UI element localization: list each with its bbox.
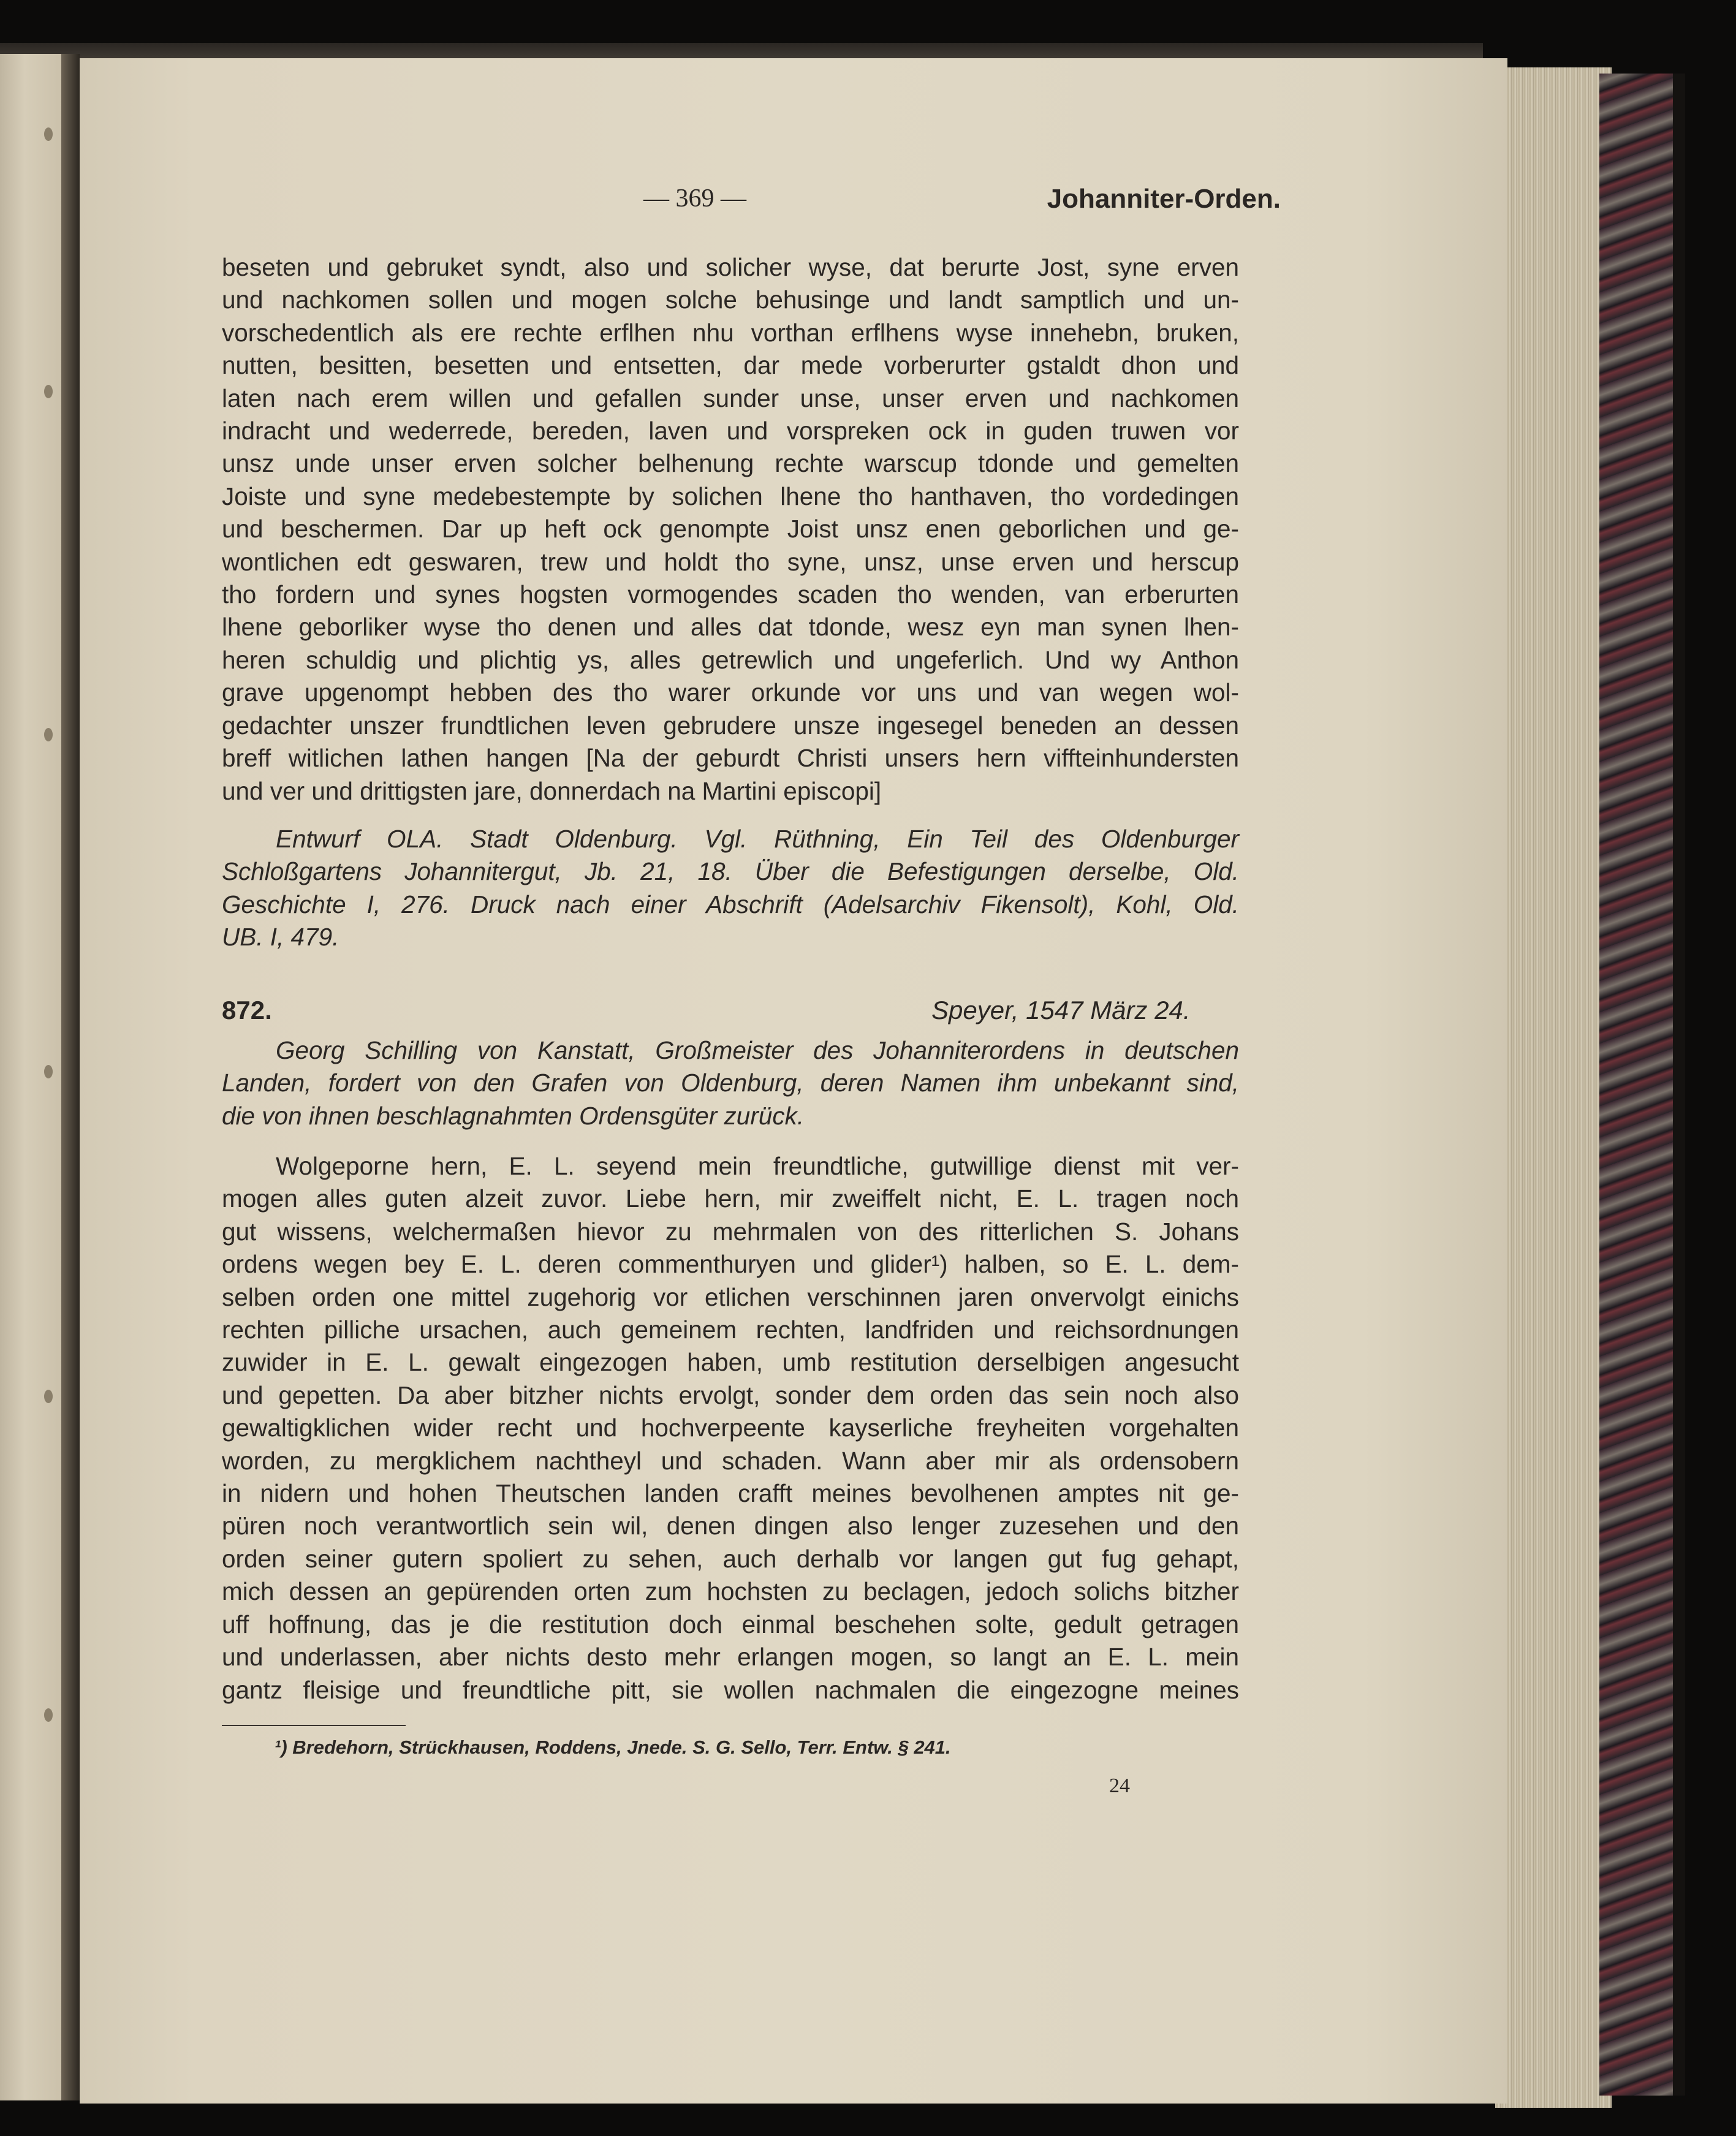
text-line: gedachter unszer frundtlichen leven gebrudere unsze ingesegel beneden an dessen bbox=[222, 711, 1239, 740]
binding-thread bbox=[44, 385, 53, 398]
summary-line: Landen, fordert von den Grafen von Oldenburg, deren Namen ihm unbekannt sind, bbox=[222, 1069, 1239, 1097]
text-line: beseten und gebruket syndt, also und solicher wyse, dat berurte Jost, syne erven bbox=[222, 253, 1239, 281]
left-page-sliver bbox=[0, 54, 61, 2100]
text-line: wontlichen edt geswaren, trew und holdt tho syne, unsz, unse erven und herscup bbox=[222, 547, 1239, 576]
text-line: tho fordern und synes hogsten vormogendes scaden tho wenden, van erberurten bbox=[222, 580, 1239, 609]
text-line: mogen alles guten alzeit zuvor. Liebe hern, mir zweiffelt nicht, E. L. tragen noch bbox=[222, 1184, 1239, 1213]
source-line: Schloßgartens Johannitergut, Jb. 21, 18. Über die Befestigungen derselbe, Old. bbox=[222, 857, 1239, 886]
text-line: Wolgeporne hern, E. L. seyend mein freundtliche, gutwillige dienst mit ver- bbox=[276, 1152, 1239, 1180]
document-number: 872. bbox=[222, 996, 272, 1024]
text-line: lhene geborliker wyse tho denen und alles dat tdonde, wesz eyn man synen lhen- bbox=[222, 613, 1239, 642]
source-line: UB. I, 479. bbox=[222, 923, 339, 952]
binding-thread bbox=[44, 127, 53, 141]
marbled-cover bbox=[1599, 74, 1685, 2096]
text-line: und nachkomen sollen und mogen solche behusinge und landt samptlich und un- bbox=[222, 286, 1239, 314]
binding-thread bbox=[44, 1065, 53, 1078]
footnote: ¹) Bredehorn, Strückhausen, Roddens, Jnede. S. G. Sello, Terr. Entw. § 241. bbox=[275, 1736, 951, 1758]
page-header bbox=[643, 184, 1281, 233]
text-line: püren noch verantwortlich sein wil, denen dingen also lenger zuzesehen und den bbox=[222, 1512, 1239, 1540]
binding-thread bbox=[44, 1708, 53, 1722]
text-line: orden seiner gutern spoliert zu sehen, auch derhalb vor langen gut fug gehapt, bbox=[222, 1544, 1239, 1573]
text-line: zuwider in E. L. gewalt eingezogen haben, umb restitution derselbigen angesucht bbox=[222, 1348, 1239, 1377]
text-line: heren schuldig und plichtig ys, alles getrewlich und ungeferlich. Und wy Anthon bbox=[222, 645, 1239, 674]
text-line: uff hoffnung, das je die restitution doch einmal beschehen solte, gedult getragen bbox=[222, 1610, 1239, 1638]
gutter-shadow bbox=[61, 54, 80, 2100]
text-line: breff witlichen lathen hangen [Na der geburdt Christi unsers hern viffteinhundersten bbox=[222, 744, 1239, 773]
footnote-rule bbox=[222, 1725, 406, 1726]
signature-mark: 24 bbox=[1109, 1774, 1130, 1797]
text-line: in nidern und hohen Theutschen landen crafft meines bevolhenen amptes nit ge- bbox=[222, 1479, 1239, 1508]
text-line: laten nach erem willen und gefallen sunder unse, unser erven und nachkomen bbox=[222, 384, 1239, 412]
text-line: gewaltigklichen wider recht und hochverpeente kayserliche freyheiten vorgehalten bbox=[222, 1414, 1239, 1442]
document-summary bbox=[222, 1034, 1239, 1132]
text-line: ordens wegen bey E. L. deren commenthuryen und glider¹) halben, so E. L. dem- bbox=[222, 1250, 1239, 1279]
text-line: rechten pilliche ursachen, auch gemeinem rechten, landfriden und reichsordnungen bbox=[222, 1316, 1239, 1344]
text-line: indracht und wederrede, bereden, laven und vorspreken ock in guden truwen vor bbox=[222, 417, 1239, 445]
text-line: nutten, besitten, besetten und entsetten, dar mede vorberurter gstaldt dhon und bbox=[222, 351, 1239, 380]
summary-line: die von ihnen beschlagnahmten Ordensgüter zurück. bbox=[222, 1101, 805, 1130]
text-line: und ver und drittigsten jare, donnerdach na Martini episcopi] bbox=[222, 776, 882, 805]
binding-thread bbox=[44, 1390, 53, 1403]
text-line: worden, zu mergklichem nachtheyl und schaden. Wann aber mir als ordensobern bbox=[222, 1446, 1239, 1475]
text-line: Joiste und syne medebestempte by solichen lhene tho hanthaven, tho vordedingen bbox=[222, 482, 1239, 510]
text-line: und gepetten. Da aber bitzher nichts ervolgt, sonder dem orden das sein noch also bbox=[222, 1380, 1239, 1409]
text-line: vorschedentlich als ere rechte erflhen nhu vorthan erflhens wyse innehebn, bruken, bbox=[222, 318, 1239, 347]
binding-thread bbox=[44, 728, 53, 741]
page-stack-edges bbox=[1495, 67, 1612, 2108]
running-head: Johanniter-Orden. bbox=[1047, 184, 1281, 214]
text-line: grave upgenompt hebben des tho warer orkunde vor uns und van wegen wol- bbox=[222, 678, 1239, 707]
document-text bbox=[222, 1150, 1239, 1706]
page-number: — 369 — bbox=[643, 184, 746, 213]
document-place-date: Speyer, 1547 März 24. bbox=[931, 996, 1191, 1024]
document-text-continuation bbox=[222, 251, 1239, 808]
summary-line: Georg Schilling von Kanstatt, Großmeister des Johanniterordens in deutschen bbox=[276, 1036, 1239, 1064]
text-line: gut wissens, welchermaßen hievor zu mehrmalen von des ritterlichen S. Johans bbox=[222, 1217, 1239, 1246]
text-line: und underlassen, aber nichts desto mehr erlangen mogen, so langt an E. L. mein bbox=[222, 1643, 1239, 1672]
text-line: mich dessen an gepürenden orten zum hochsten zu beclagen, jedoch solichs bitzher bbox=[222, 1577, 1239, 1606]
source-note bbox=[222, 823, 1239, 954]
source-line: Entwurf OLA. Stadt Oldenburg. Vgl. Rüthning, Ein Teil des Oldenburger bbox=[276, 825, 1239, 853]
text-line: und beschermen. Dar up heft ock genompte Joist unsz enen geborlichen und ge- bbox=[222, 515, 1239, 543]
text-line: unsz unde unser erven solcher belhenung rechte warscup tdonde und gemelten bbox=[222, 449, 1239, 478]
text-line: selben orden one mittel zugehorig vor etlichen verschinnen jaren onvervolgt einichs bbox=[222, 1282, 1239, 1311]
text-line: gantz fleisige und freundtliche pitt, sie wollen nachmalen die eingezogne meines bbox=[222, 1675, 1239, 1704]
source-line: Geschichte I, 276. Druck nach einer Abschrift (Adelsarchiv Fikensolt), Kohl, Old. bbox=[222, 890, 1239, 918]
